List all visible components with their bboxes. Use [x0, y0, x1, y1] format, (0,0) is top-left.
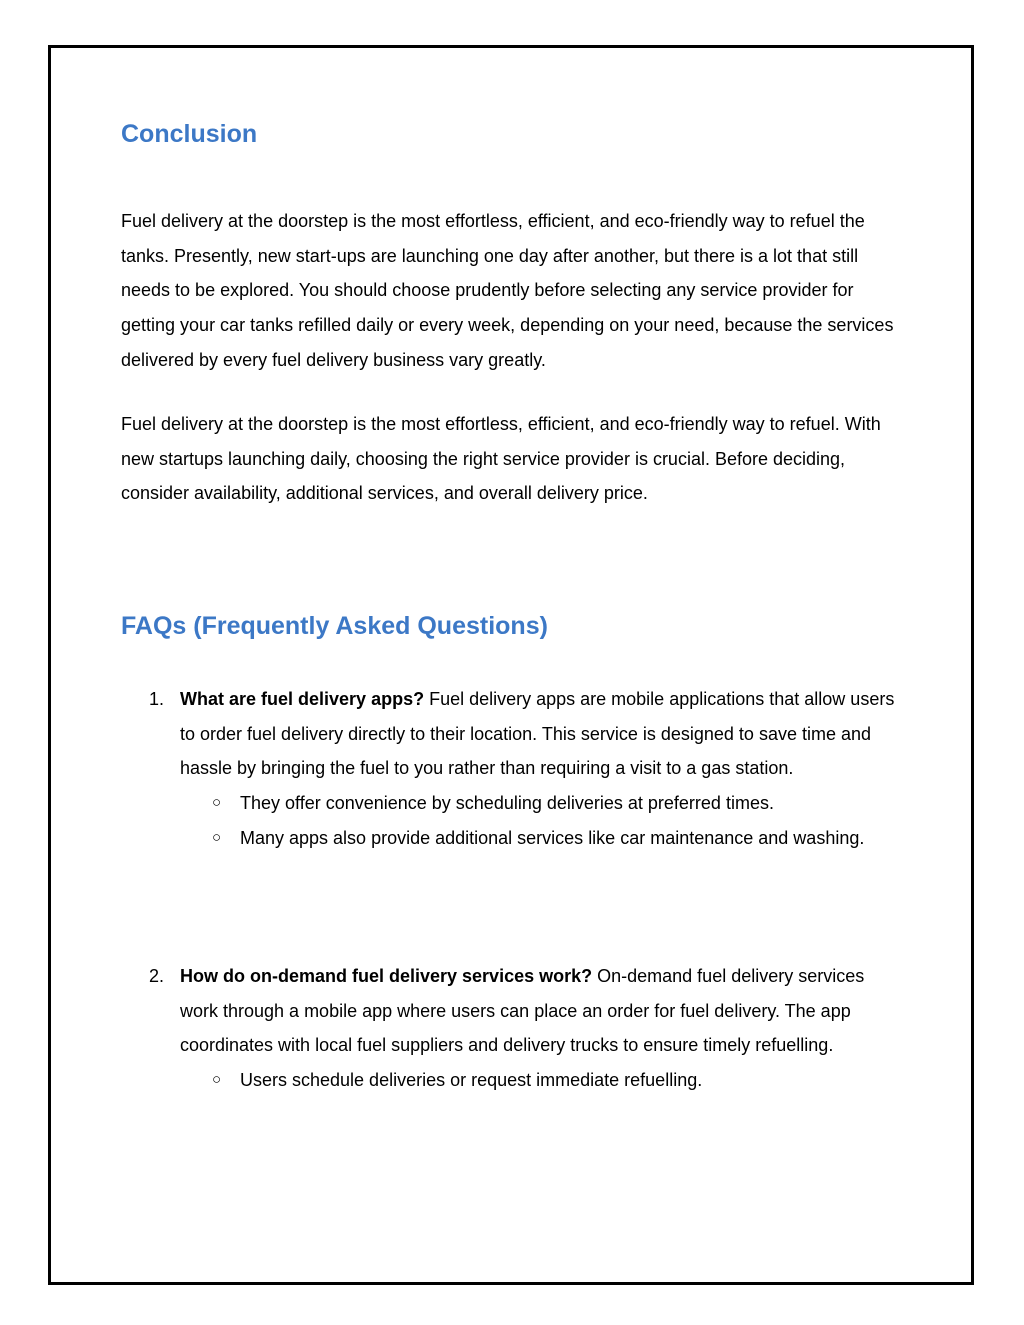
faq-answer: Fuel delivery apps are mobile applications that allow users to order fuel delivery directly to their location. This service is designed to save time and hassle by bringing the fuel to you rather than requiring a visit to a gas station.	[180, 689, 895, 779]
faq-sub-item-text: Many apps also provide additional services like car maintenance and washing.	[240, 827, 865, 848]
conclusion-paragraph-2: Fuel delivery at the doorstep is the most effortless, efficient, and eco-friendly way to refuel. With new startups launching daily, choosing the right service provider is crucial. Before deciding, consider availability, additional services, and overall delivery price.	[121, 414, 881, 504]
faq-sub-list	[180, 786, 905, 855]
circle-bullet-icon: ○	[212, 1071, 222, 1089]
faq-sub-list	[180, 1063, 905, 1098]
faq-sub-item	[180, 821, 905, 856]
faq-sub-item-text: Users schedule deliveries or request immediate refuelling.	[240, 1070, 703, 1091]
faq-sub-item-text: They offer convenience by scheduling deliveries at preferred times.	[240, 793, 774, 814]
faq-sub-item	[180, 786, 905, 821]
conclusion-paragraph-1: Fuel delivery at the doorstep is the most effortless, efficient, and eco-friendly way to refuel the tanks. Presently, new start-ups are launching one day after another, but there is a lot that still needs to be explored. You should choose prudently before selecting any service provider for getting your car tanks refilled daily or every week, depending on your need, because the services delivered by every fuel delivery business vary greatly.	[121, 211, 894, 370]
faq-item-number: 2.	[149, 966, 165, 986]
circle-bullet-icon: ○	[212, 794, 222, 812]
circle-bullet-icon: ○	[212, 828, 222, 846]
faq-item	[121, 682, 911, 856]
faq-heading: FAQs (Frequently Asked Questions)	[121, 612, 548, 640]
faq-answer: On-demand fuel delivery services work through a mobile app where users can place an order for fuel delivery. The app coordinates with local fuel suppliers and delivery trucks to ensure timely refuelling.	[180, 966, 865, 1056]
faq-item-body	[180, 682, 905, 856]
faq-question: What are fuel delivery apps?	[180, 689, 425, 709]
faq-question: How do on-demand fuel delivery services work?	[180, 966, 593, 986]
faq-item-number: 1.	[149, 689, 165, 709]
faq-sub-item	[180, 1063, 905, 1098]
faq-item-body	[180, 959, 905, 1098]
conclusion-heading: Conclusion	[121, 120, 258, 148]
faq-item	[121, 959, 911, 1098]
